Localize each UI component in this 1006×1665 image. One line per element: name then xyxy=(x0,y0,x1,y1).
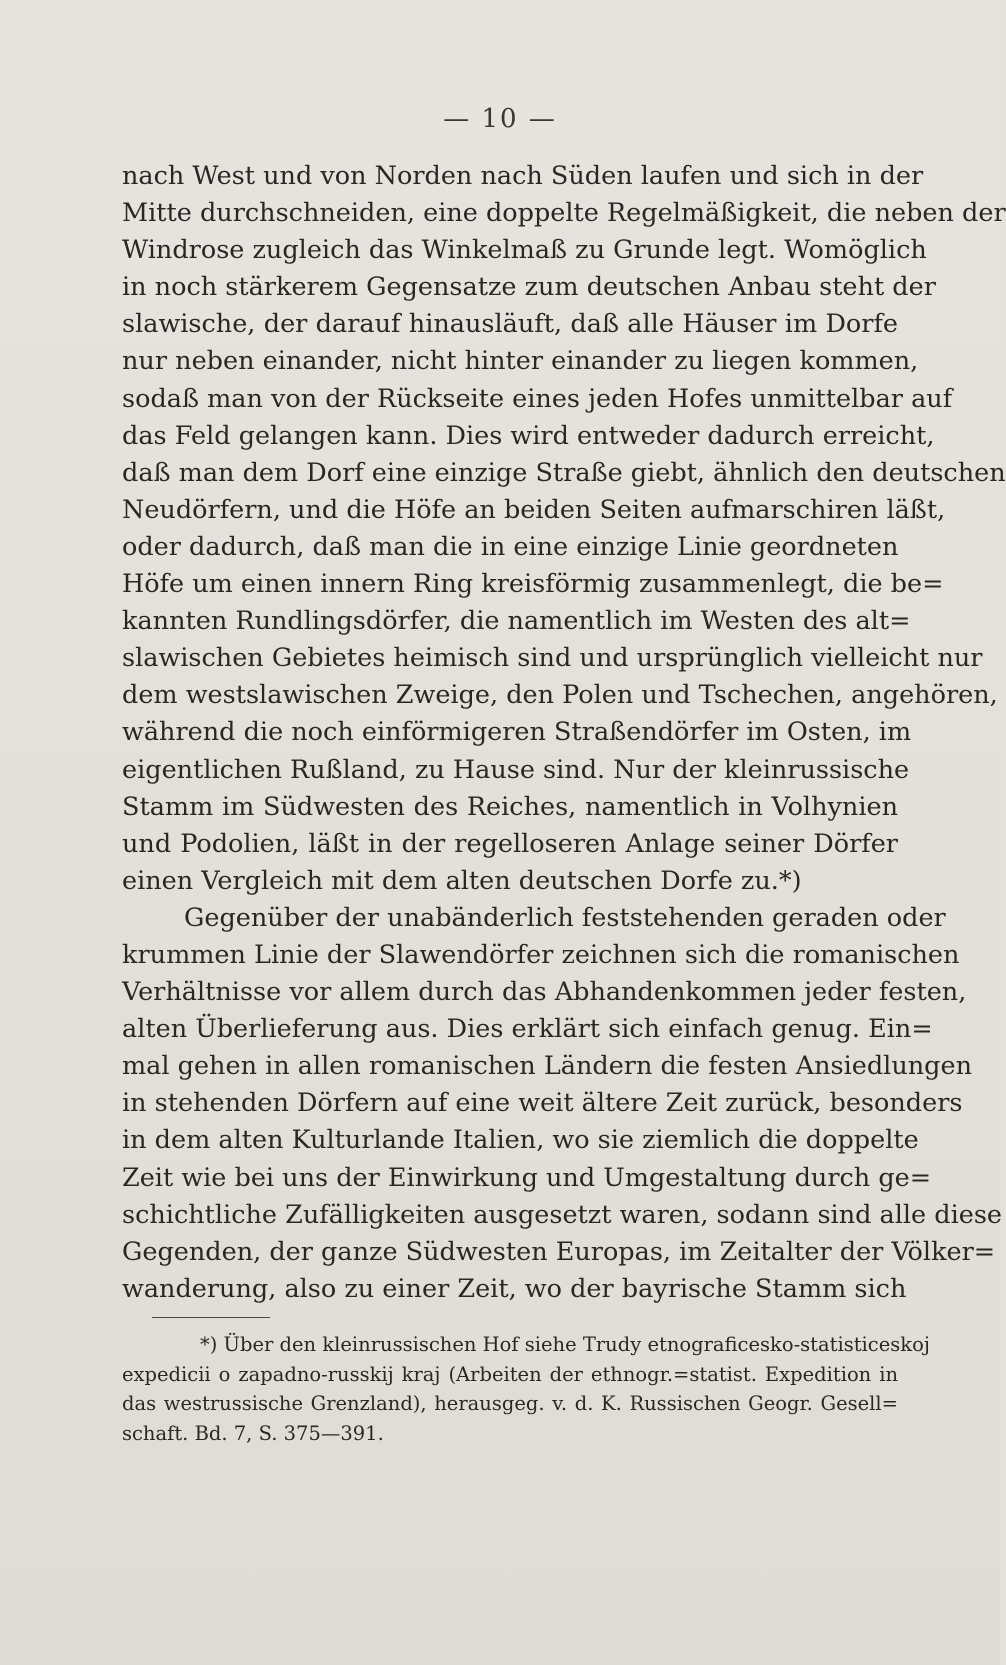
text-line: sodaß man von der Rückseite eines jeden Hofes unmittelbar auf xyxy=(122,383,953,414)
text-line: oder dadurch, daß man die in eine einzige Linie geordneten xyxy=(122,531,899,562)
text-line: slawischen Gebietes heimisch sind und ursprünglich vielleicht nur xyxy=(122,643,983,674)
text-line: eigentlichen Rußland, zu Hause sind. Nur der kleinrussische xyxy=(122,754,910,785)
text-line: Gegenden, der ganze Südwesten Europas, im Zeitalter der Völker= xyxy=(122,1236,996,1267)
text-line: Verhältnisse vor allem durch das Abhandenkommen jeder festen, xyxy=(122,977,967,1008)
text-line: nach West und von Norden nach Süden laufen und sich in der xyxy=(122,161,924,191)
text-line: Gegenüber der unabänderlich feststehenden geraden oder xyxy=(184,902,946,933)
text-line: alten Überlieferung aus. Dies erklärt sich einfach genug. Ein= xyxy=(122,1014,933,1045)
text-line: Höfe um einen innern Ring kreisförmig zusammenlegt, die be= xyxy=(122,569,944,600)
text-line: in dem alten Kulturlande Italien, wo sie ziemlich die doppelte xyxy=(122,1125,919,1156)
text-line: und Podolien, läßt in der regelloseren Anlage seiner Dörfer xyxy=(122,828,898,859)
text-line: während die noch einförmigeren Straßendörfer im Osten, im xyxy=(122,717,912,748)
body-text xyxy=(122,158,1006,1308)
text-line: dem westslawischen Zweige, den Polen und Tschechen, angehören, xyxy=(122,680,998,711)
text-line: in noch stärkerem Gegensatze zum deutschen Anbau steht der xyxy=(122,272,936,303)
text-line: mal gehen in allen romanischen Ländern die festen Ansiedlungen xyxy=(122,1051,973,1082)
footnote-divider xyxy=(152,1317,270,1318)
footnote-line: das westrussische Grenzland), herausgeg. v. d. K. Russischen Geogr. Gesell= xyxy=(122,1392,898,1415)
text-line: in stehenden Dörfern auf eine weit ältere Zeit zurück, besonders xyxy=(122,1088,963,1119)
footnote-line: *) Über den kleinrussischen Hof siehe Trudy etnograficesko-statisticeskoj xyxy=(200,1333,930,1356)
text-line: schichtliche Zufälligkeiten ausgesetzt waren, sodann sind alle diese xyxy=(122,1199,1002,1230)
text-line: das Feld gelangen kann. Dies wird entweder dadurch erreicht, xyxy=(122,420,935,451)
text-line: daß man dem Dorf eine einzige Straße giebt, ähnlich den deutschen xyxy=(122,457,1006,488)
text-line: einen Vergleich mit dem alten deutschen Dorfe zu.*) xyxy=(122,865,802,896)
text-line: Stamm im Südwesten des Reiches, namentlich in Volhynien xyxy=(122,791,898,822)
footnote-line: schaft. Bd. 7, S. 375—391. xyxy=(122,1421,384,1445)
footnote-line: expedicii o zapadno-russkij kraj (Arbeiten der ethnogr.=statist. Expedition in xyxy=(122,1362,898,1386)
text-line: Neudörfern, und die Höfe an beiden Seiten aufmarschiren läßt, xyxy=(122,494,946,525)
text-line: kannten Rundlingsdörfer, die namentlich im Westen des alt= xyxy=(122,606,911,637)
text-line: wanderung, also zu einer Zeit, wo der bayrische Stamm sich xyxy=(122,1273,907,1304)
footnote xyxy=(122,1330,930,1448)
page-number: — 10 — xyxy=(443,104,557,134)
text-line: Mitte durchschneiden, eine doppelte Regelmäßigkeit, die neben der xyxy=(122,198,1006,229)
text-line: nur neben einander, nicht hinter einander zu liegen kommen, xyxy=(122,346,919,377)
text-line: krummen Linie der Slawendörfer zeichnen sich die romanischen xyxy=(122,939,960,970)
text-line: Zeit wie bei uns der Einwirkung und Umgestaltung durch ge= xyxy=(122,1162,932,1193)
text-line: slawische, der darauf hinausläuft, daß alle Häuser im Dorfe xyxy=(122,309,898,340)
text-line: Windrose zugleich das Winkelmaß zu Grunde legt. Womöglich xyxy=(122,235,927,266)
